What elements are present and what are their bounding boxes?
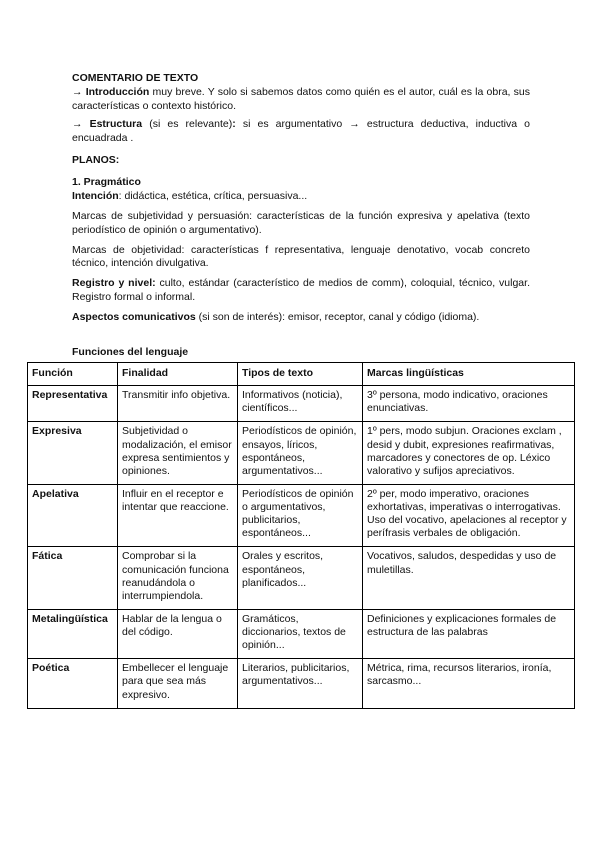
intro-label: Introducción	[85, 85, 150, 98]
structure-colon: :	[232, 117, 236, 130]
registro-text: culto, estándar (característico de medios de comm), coloquial, técnico, vulgar. Registro formal o informal.	[72, 277, 530, 304]
aspectos-paragraph	[72, 311, 530, 325]
cell-tipos: Informativos (noticia), científicos...	[238, 386, 363, 422]
cell-funcion: Poética	[28, 659, 118, 708]
table-row	[28, 659, 575, 708]
table-row	[28, 484, 575, 547]
header-funcion: Función	[28, 363, 118, 386]
cell-funcion: Apelativa	[28, 484, 118, 547]
cell-funcion: Fática	[28, 547, 118, 610]
intro-text: muy breve. Y solo si sabemos datos como quién es el autor, cuál es la obra, sus características o contexto histórico.	[72, 85, 530, 112]
cell-finalidad: Embellecer el lenguaje para que sea más expresivo.	[118, 659, 238, 708]
header-tipos: Tipos de texto	[238, 363, 363, 386]
cell-marcas: 2º per, modo imperativo, oraciones exhortativas, imperativas o interrogativas. Uso del vocativo, apelaciones al receptor y perífrasis verbales de obligación.	[363, 484, 575, 547]
table-row	[28, 386, 575, 422]
structure-text: si es argumentativo → estructura deductiva, inductiva o encuadrada .	[72, 117, 530, 144]
arrow-glyph: →	[72, 117, 83, 130]
table-header-row	[28, 363, 575, 386]
intencion-label: Intención	[72, 189, 119, 202]
planos-heading: PLANOS:	[72, 153, 120, 166]
registro-paragraph	[72, 277, 530, 305]
cell-funcion: Metalingüística	[28, 609, 118, 658]
structure-label: Estructura	[89, 117, 143, 130]
cell-marcas: Vocativos, saludos, despedidas y uso de muletillas.	[363, 547, 575, 610]
intencion-line	[72, 190, 530, 204]
cell-tipos: Literarios, publicitarios, argumentativos...	[238, 659, 363, 708]
table-caption: Funciones del lenguaje	[72, 346, 189, 358]
cell-tipos: Orales y escritos, espontáneos, planificados...	[238, 547, 363, 610]
cell-finalidad: Comprobar si la comunicación funciona reanudándola o interrumpiendola.	[118, 547, 238, 610]
cell-marcas: Definiciones y explicaciones formales de estructura de las palabras	[363, 609, 575, 658]
cell-marcas: 3º persona, modo indicativo, oraciones enunciativas.	[363, 386, 575, 422]
table-row	[28, 422, 575, 485]
functions-table	[27, 362, 575, 709]
cell-tipos: Periodísticos de opinión, ensayos, líricos, espontáneos, argumentativos...	[238, 422, 363, 485]
objetividad-paragraph: Marcas de objetividad: características f representativa, lenguaje denotativo, vocab concreto técnico, intención divulgativa.	[72, 243, 530, 270]
document-body	[72, 72, 530, 325]
cell-tipos: Periodísticos de opinión o argumentativos, publicitarios, espontáneos...	[238, 484, 363, 547]
arrow-glyph: →	[72, 85, 83, 98]
header-finalidad: Finalidad	[118, 363, 238, 386]
intencion-text: : didáctica, estética, crítica, persuasiva...	[118, 189, 308, 202]
table-row	[28, 609, 575, 658]
structure-paren: (si es relevante)	[142, 117, 233, 130]
pragmatico-heading: 1. Pragmático	[72, 175, 141, 188]
header-marcas: Marcas lingüísticas	[363, 363, 575, 386]
cell-finalidad: Hablar de la lengua o del código.	[118, 609, 238, 658]
aspectos-label: Aspectos comunicativos	[72, 311, 196, 324]
table-row	[28, 547, 575, 610]
registro-label: Registro y nivel:	[72, 277, 156, 290]
subjetividad-paragraph: Marcas de subjetividad y persuasión: características de la función expresiva y apelativa (texto periodístico de opinión o argumentativo).	[72, 209, 530, 236]
cell-finalidad: Transmitir info objetiva.	[118, 386, 238, 422]
cell-funcion: Representativa	[28, 386, 118, 422]
cell-marcas: Métrica, rima, recursos literarios, ironía, sarcasmo...	[363, 659, 575, 708]
cell-tipos: Gramáticos, diccionarios, textos de opinión...	[238, 609, 363, 658]
cell-finalidad: Influir en el receptor e intentar que reaccione.	[118, 484, 238, 547]
cell-funcion: Expresiva	[28, 422, 118, 485]
cell-finalidad: Subjetividad o modalización, el emisor expresa sentimientos y opiniones.	[118, 422, 238, 485]
structure-paragraph	[72, 118, 530, 146]
document-title: COMENTARIO DE TEXTO	[72, 72, 199, 84]
aspectos-text: (si son de interés): emisor, receptor, canal y código (idioma).	[195, 311, 480, 324]
cell-marcas: 1º pers, modo subjun. Oraciones exclam , desid y dubit, expresiones reafirmativas, marcadores y conectores de op. Léxico valorativo y sufijos apreciativos.	[363, 422, 575, 485]
intro-paragraph	[72, 86, 530, 114]
